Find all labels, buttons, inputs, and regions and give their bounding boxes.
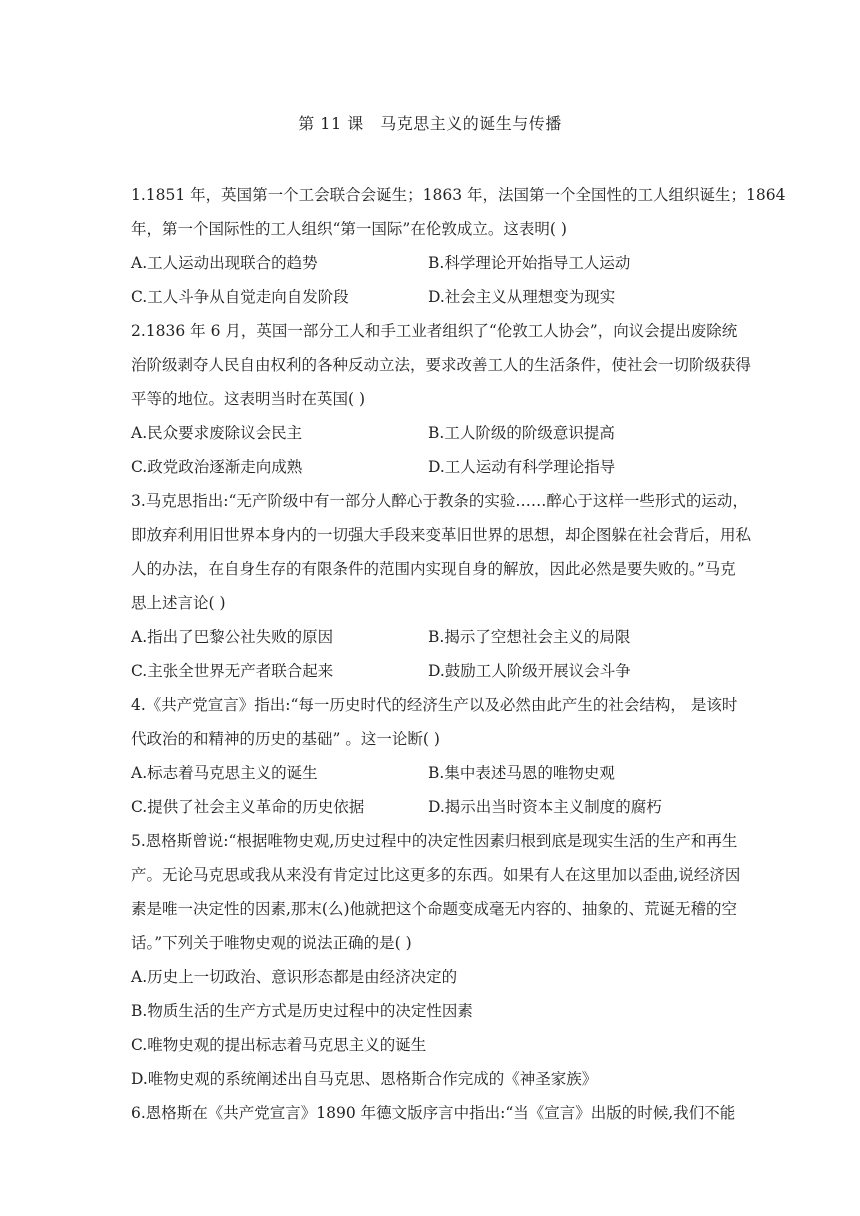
question-stem-line: 话。”下列关于唯物史观的说法正确的是( ) (131, 934, 412, 952)
question-6 (131, 1096, 736, 1130)
question-stem-line: 产。无论马克思或我从来没有肯定过比这更多的东西。如果有人在这里加以歪曲,说经济因 (131, 866, 741, 884)
option-b: B.物质生活的生产方式是历史过程中的决定性因素 (131, 1002, 473, 1020)
options-row (131, 450, 731, 484)
question-list (131, 178, 786, 1130)
question-stem-line: 思上述言论( ) (131, 594, 226, 612)
options-row (131, 620, 731, 654)
option-c: C.工人斗争从自觉走向自发阶段 (131, 288, 349, 306)
option-a: A.工人运动出现联合的趋势 (131, 254, 318, 272)
question-1 (131, 178, 786, 314)
option-a: A.历史上一切政治、意识形态都是由经济决定的 (131, 968, 458, 986)
question-stem-line: 2.1836 年 6 月，英国一部分工人和手工业者组织了“伦敦工人协会”，向议会提出废除统 (131, 322, 738, 340)
options-row (131, 756, 731, 790)
option-a: A.标志着马克思主义的诞生 (131, 764, 318, 782)
option-a: A.指出了巴黎公社失败的原因 (131, 628, 334, 646)
option-d: D.工人运动有科学理论指导 (428, 458, 616, 476)
page-title: 第 11 课 马克思主义的诞生与传播 (298, 114, 562, 133)
question-stem-line: 4.《共产党宣言》指出:“每一历史时代的经济生产以及必然由此产生的社会结构， 是该时 (131, 696, 738, 714)
question-stem-line: 治阶级剥夺人民自由权利的各种反动立法，要求改善工人的生活条件，使社会一切阶级获得 (131, 356, 752, 374)
option-b: B.集中表述马恩的唯物史观 (428, 764, 615, 782)
options-row (131, 280, 731, 314)
option-d: D.唯物史观的系统阐述出自马克思、恩格斯合作完成的《神圣家族》 (131, 1070, 598, 1088)
question-stem-line: 代政治的和精神的历史的基础” 。这一论断( ) (131, 730, 440, 748)
option-b: B.工人阶级的阶级意识提高 (428, 424, 615, 442)
question-stem-line: 年，第一个国际性的工人组织“第一国际”在伦敦成立。这表明( ) (131, 220, 567, 238)
option-b: B.揭示了空想社会主义的局限 (428, 628, 631, 646)
option-c: C.政党政治逐渐走向成熟 (131, 458, 303, 476)
options-row (131, 790, 731, 824)
option-d: D.鼓励工人阶级开展议会斗争 (428, 662, 631, 680)
question-2 (131, 314, 752, 484)
options-row (131, 246, 731, 280)
question-stem-line: 素是唯一决定性的因素,那末(么)他就把这个命题变成毫无内容的、抽象的、荒诞无稽的空 (131, 900, 738, 918)
question-stem-line: 平等的地位。这表明当时在英国( ) (131, 390, 366, 408)
option-b: B.科学理论开始指导工人运动 (428, 254, 631, 272)
question-stem-line: 5.恩格斯曾说:“根据唯物史观,历史过程中的决定性因素归根到底是现实生活的生产和再生 (131, 832, 738, 850)
question-stem-line: 即放弃利用旧世界本身内的一切强大手段来变革旧世界的思想，却企图躲在社会背后，用私 (131, 526, 752, 544)
question-stem-line: 1.1851 年，英国第一个工会联合会诞生；1863 年，法国第一个全国性的工人组织诞生；1864 (131, 186, 786, 204)
question-stem-line: 3.马克思指出:“无产阶级中有一部分人醉心于教条的实验……醉心于这样一些形式的运动， (131, 492, 748, 510)
option-c: C.主张全世界无产者联合起来 (131, 662, 334, 680)
question-5 (131, 824, 741, 1096)
option-d: D.社会主义从理想变为现实 (428, 288, 616, 306)
question-3 (131, 484, 752, 688)
question-stem-line: 6.恩格斯在《共产党宣言》1890 年德文版序言中指出:“当《宣言》出版的时候,我们不能 (131, 1104, 736, 1122)
option-c: C.唯物史观的提出标志着马克思主义的诞生 (131, 1036, 427, 1054)
question-4 (131, 688, 738, 824)
option-a: A.民众要求废除议会民主 (131, 424, 303, 442)
options-row (131, 654, 731, 688)
question-stem-line: 人的办法，在自身生存的有限条件的范围内实现自身的解放，因此必然是要失败的。”马克 (131, 560, 736, 578)
options-row (131, 416, 731, 450)
option-c: C.提供了社会主义革命的历史依据 (131, 798, 365, 816)
option-d: D.揭示出当时资本主义制度的腐朽 (428, 798, 662, 816)
